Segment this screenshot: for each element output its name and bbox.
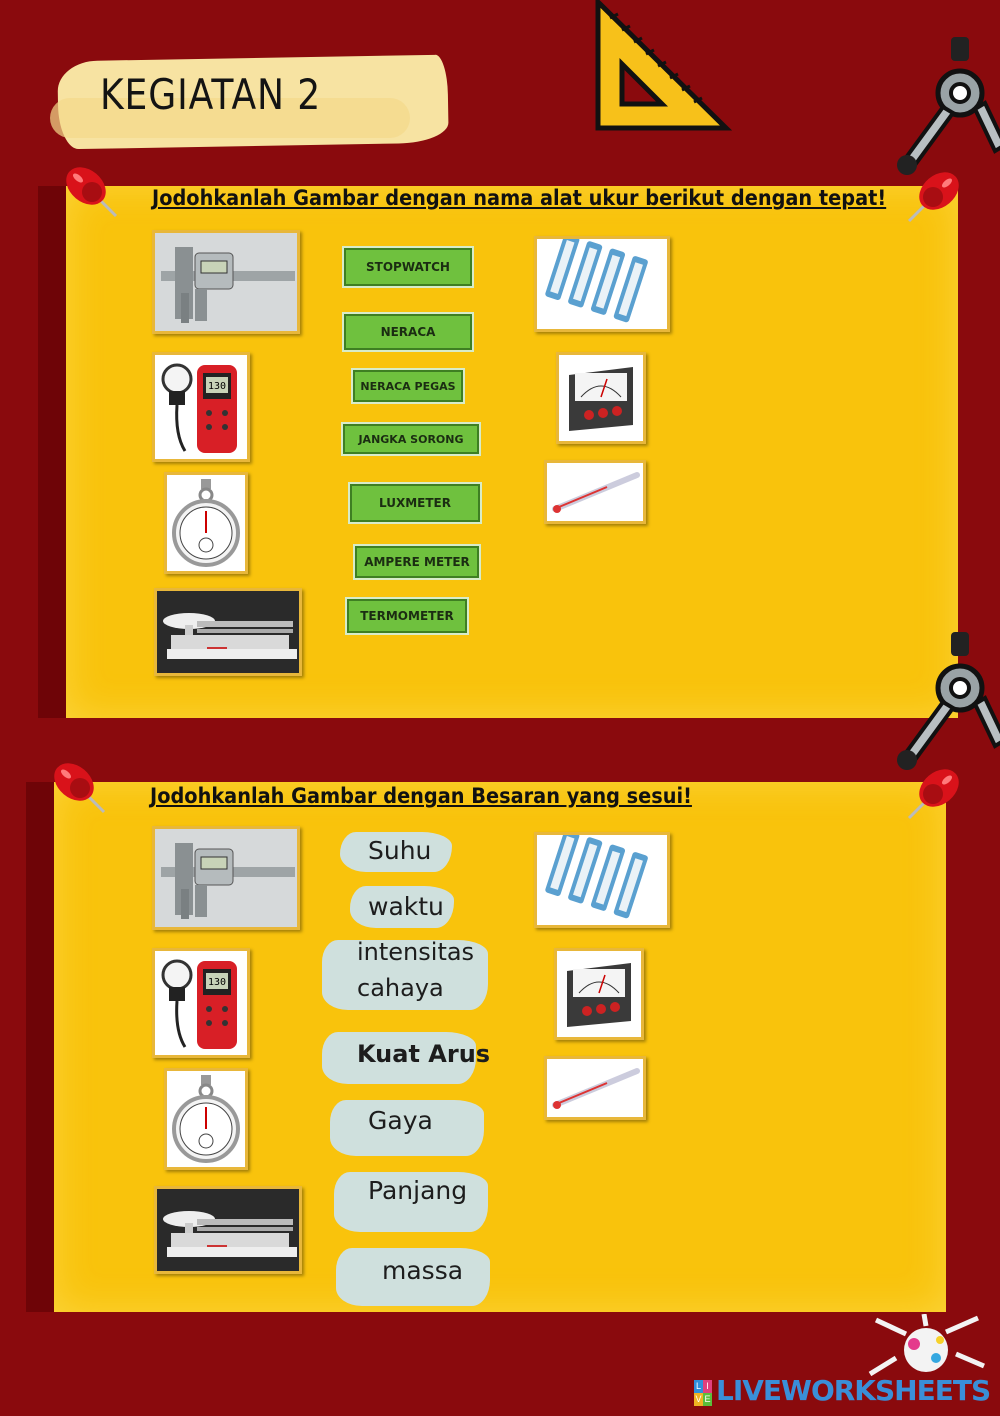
compass-icon [895,35,1000,185]
page-title: KEGIATAN 2 [100,70,322,119]
thermometer-photo[interactable] [544,1056,646,1120]
stopwatch-photo[interactable] [164,472,248,574]
label-gaya[interactable] [330,1100,484,1156]
badge-letter: E [704,1394,711,1404]
label-panjang[interactable] [334,1172,488,1232]
panel-shadow [26,782,56,1312]
pushpin-icon [905,165,965,225]
badge-letter: L [695,1381,701,1391]
section1-heading: Jodohkanlah Gambar dengan nama alat ukur berikut dengan tepat! [152,186,887,210]
label-text: Suhu [368,836,432,865]
label-suhu[interactable] [340,832,452,872]
label-text: massa [382,1256,464,1285]
badge-letter: V [695,1394,702,1404]
section2-heading: Jodohkanlah Gambar dengan Besaran yang sesui! [150,784,692,808]
stopwatch-photo[interactable] [164,1068,248,1170]
caliper-photo[interactable] [152,826,300,930]
label-text: waktu [368,892,444,921]
spring-scale-photo[interactable] [534,832,670,928]
pushpin-icon [48,756,108,816]
set-square-icon [592,0,732,132]
luxmeter-photo[interactable] [152,352,250,462]
balance-photo[interactable] [154,588,302,676]
label-jangka-sorong[interactable]: JANGKA SORONG [343,424,479,454]
pushpin-icon [60,160,120,220]
label-text: Gaya [368,1106,433,1135]
label-termometer[interactable]: TERMOMETER [347,599,467,633]
luxmeter-photo[interactable] [152,948,250,1058]
label-text: cahaya [357,974,444,1002]
badge-letter: I [703,1380,712,1393]
balance-photo[interactable] [154,1186,302,1274]
label-neraca[interactable]: NERACA [344,314,472,350]
spring-scale-photo[interactable] [534,236,670,332]
label-text: Panjang [368,1176,468,1205]
compass-icon [895,630,1000,780]
label-text: intensitas [357,938,475,966]
thermometer-photo[interactable] [544,460,646,524]
liveworksheets-badge [694,1380,712,1406]
svg-text:130: 130 [207,381,227,392]
label-text: Kuat Arus [357,1040,491,1068]
label-luxmeter[interactable]: LUXMETER [350,484,480,522]
label-kuat-arus[interactable] [322,1032,491,1084]
label-waktu[interactable] [350,886,454,928]
label-ampere-meter[interactable]: AMPERE METER [355,546,479,578]
svg-text:130: 130 [207,977,227,988]
label-intensitas-cahaya[interactable] [322,940,488,1010]
ammeter-photo[interactable] [556,352,646,444]
label-neraca-pegas[interactable]: NERACA PEGAS [353,370,463,402]
label-stopwatch[interactable]: STOPWATCH [344,248,472,286]
caliper-photo[interactable] [152,230,300,334]
pushpin-icon [905,762,965,822]
panel-shadow [38,186,68,718]
label-massa[interactable] [336,1248,490,1306]
liveworksheets-logo[interactable]: LIVEWORKSHEETS [716,1374,991,1407]
ammeter-photo[interactable] [554,948,644,1040]
